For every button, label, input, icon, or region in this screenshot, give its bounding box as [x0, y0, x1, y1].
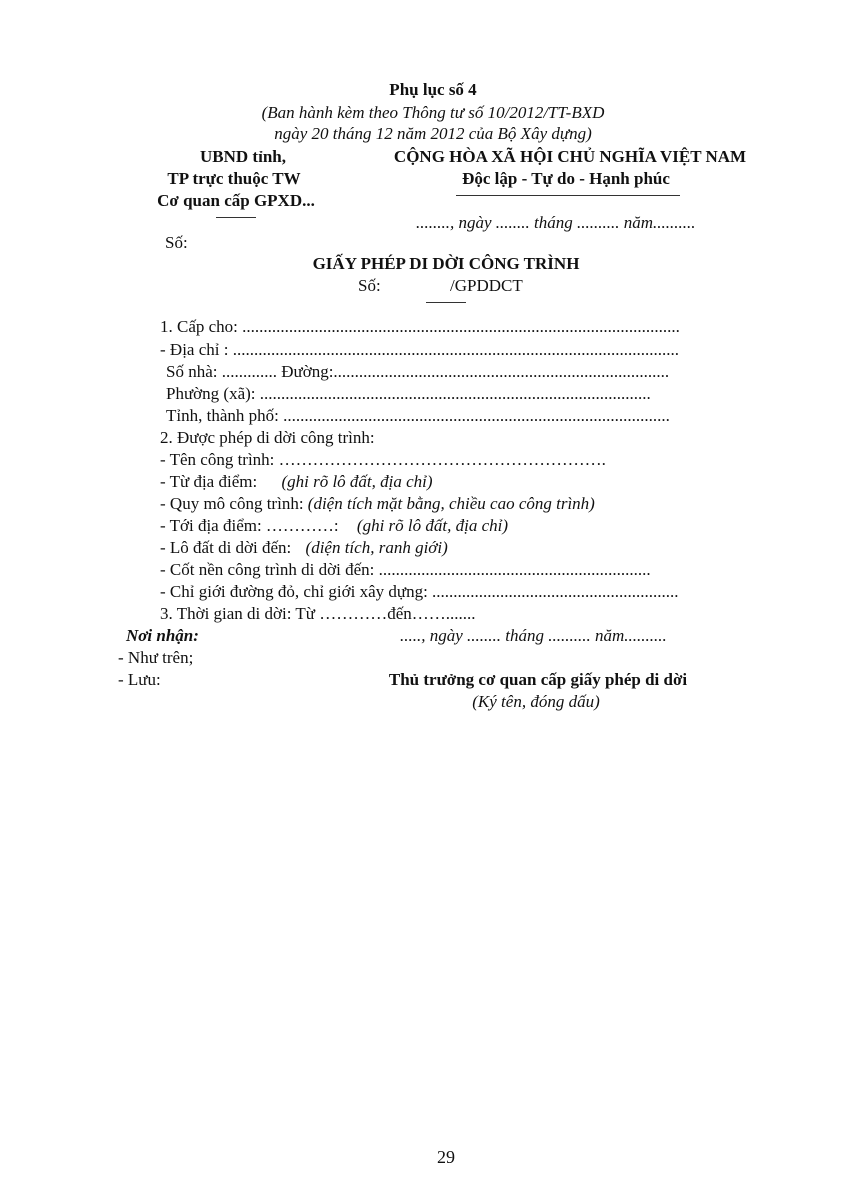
document-number-suffix: /GPDDCT — [450, 276, 523, 295]
phuong-line: Phường (xã): ............................................................................................ — [166, 384, 651, 403]
noi-nhan-label: Nơi nhận: — [126, 626, 199, 645]
cot-nen-line: - Cốt nền công trình di dời đến: ................................................................ — [160, 560, 651, 579]
appendix-issued-by-line1: (Ban hành kèm theo Thông tư số 10/2012/TT-BXD — [261, 103, 605, 122]
quy-mo-label: - Quy mô công trình: — [160, 494, 304, 513]
lo-dat-note: (diện tích, ranh giới) — [305, 538, 448, 557]
tu-dia-diem-line — [160, 472, 433, 492]
appendix-issued-by-line2: ngày 20 tháng 12 năm 2012 của Bộ Xây dựng) — [274, 124, 592, 143]
signer-note: (Ký tên, đóng dấu) — [472, 692, 600, 711]
issuer-number-label: Số: — [165, 233, 188, 252]
cap-cho-line: 1. Cấp cho: ....................................................................................................... — [160, 317, 680, 336]
signer-title: Thủ trưởng cơ quan cấp giấy phép di dời — [388, 670, 688, 689]
toi-dia-diem-line — [160, 516, 508, 536]
lo-dat-line — [160, 538, 448, 558]
tu-dia-diem-note: (ghi rõ lô đất, địa chỉ) — [281, 472, 433, 491]
national-motto: Độc lập - Tự do - Hạnh phúc — [462, 169, 670, 188]
nhu-tren-line: - Như trên; — [118, 648, 194, 667]
thoi-gian-line: 3. Thời gian di dời: Từ …………đến……....... — [160, 604, 476, 623]
tinh-line: Tỉnh, thành phố: ........................................................................................... — [166, 406, 670, 425]
so-nha-line: Số nhà: ............. Đường:............................................................................... — [166, 362, 670, 381]
quy-mo-line — [160, 494, 595, 514]
duoc-phep-heading: 2. Được phép di dời công trình: — [160, 428, 375, 447]
tu-dia-diem-label: - Từ địa điểm: — [160, 472, 258, 491]
ten-cong-trinh-line: - Tên công trình: …………………………………………………. — [160, 450, 606, 469]
quy-mo-note: (diện tích mặt bằng, chiều cao công trình) — [307, 494, 595, 513]
luu-line: - Lưu: — [118, 670, 161, 689]
national-title: CỘNG HÒA XÃ HỘI CHỦ NGHĨA VIỆT NAM — [393, 147, 747, 166]
appendix-title: Phụ lục số 4 — [389, 80, 477, 99]
document-number-label: Số: — [358, 276, 381, 295]
lo-dat-label: - Lô đất di dời đến: — [160, 538, 292, 557]
issuer-line2: TP trực thuộc TW — [167, 169, 301, 188]
dia-chi-line: - Địa chỉ : ......................................................................................................... — [160, 340, 679, 359]
chi-gioi-line: - Chỉ giới đường đỏ, chỉ giới xây dựng: .......................................................... — [160, 582, 679, 601]
document-title: GIẤY PHÉP DI DỜI CÔNG TRÌNH — [312, 254, 580, 273]
toi-dia-diem-note: (ghi rõ lô đất, địa chỉ) — [356, 516, 509, 535]
page-number: 29 — [437, 1147, 455, 1167]
footer-date-line: ....., ngày ........ tháng .......... năm.......... — [400, 626, 667, 645]
issuer-line3: Cơ quan cấp GPXD... — [157, 191, 315, 210]
issuer-line1: UBND tỉnh, — [200, 147, 286, 166]
toi-dia-diem-label: - Tới địa điểm: …………: — [160, 516, 339, 535]
header-date-line: ........, ngày ........ tháng .......... năm.......... — [416, 213, 696, 232]
